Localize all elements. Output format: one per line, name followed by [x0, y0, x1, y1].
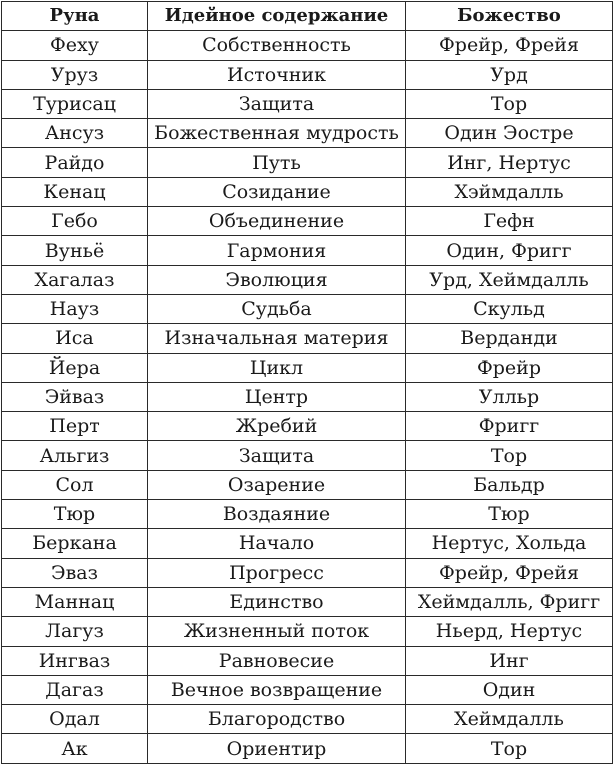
rune-cell: Вуньё: [2, 236, 148, 265]
header-rune: Руна: [2, 2, 148, 31]
table-row: [2, 236, 613, 265]
deity-cell: Тор: [406, 734, 613, 763]
meaning-cell: Объединение: [148, 207, 406, 236]
table-row: [2, 587, 613, 616]
meaning-cell: Путь: [148, 148, 406, 177]
table-row: [2, 324, 613, 353]
table-row: [2, 60, 613, 89]
deity-cell: Верданди: [406, 324, 613, 353]
deity-cell: Фригг: [406, 412, 613, 441]
meaning-cell: Центр: [148, 382, 406, 411]
table-row: [2, 412, 613, 441]
meaning-cell: Изначальная материя: [148, 324, 406, 353]
table-row: [2, 500, 613, 529]
meaning-cell: Жизненный поток: [148, 617, 406, 646]
meaning-cell: Прогресс: [148, 558, 406, 587]
rune-cell: Ак: [2, 734, 148, 763]
table-header-row: [2, 2, 613, 31]
rune-cell: Одал: [2, 705, 148, 734]
rune-table: [1, 1, 613, 764]
rune-cell: Беркана: [2, 529, 148, 558]
deity-cell: Нертус, Хольда: [406, 529, 613, 558]
deity-cell: Один, Фригг: [406, 236, 613, 265]
deity-cell: Инг: [406, 646, 613, 675]
table-row: [2, 89, 613, 118]
deity-cell: Ньерд, Нертус: [406, 617, 613, 646]
meaning-cell: Жребий: [148, 412, 406, 441]
table-body: [2, 31, 613, 763]
table-row: [2, 529, 613, 558]
meaning-cell: Единство: [148, 587, 406, 616]
rune-cell: Ансуз: [2, 119, 148, 148]
meaning-cell: Воздаяние: [148, 500, 406, 529]
meaning-cell: Божественная мудрость: [148, 119, 406, 148]
table-row: [2, 148, 613, 177]
rune-cell: Лагуз: [2, 617, 148, 646]
table-row: [2, 31, 613, 60]
table-row: [2, 382, 613, 411]
meaning-cell: Цикл: [148, 353, 406, 382]
deity-cell: Скульд: [406, 294, 613, 323]
rune-cell: Райдо: [2, 148, 148, 177]
table-row: [2, 558, 613, 587]
rune-cell: Дагаз: [2, 675, 148, 704]
deity-cell: Инг, Нертус: [406, 148, 613, 177]
meaning-cell: Вечное возвращение: [148, 675, 406, 704]
rune-cell: Иса: [2, 324, 148, 353]
deity-cell: Тор: [406, 441, 613, 470]
deity-cell: Гефн: [406, 207, 613, 236]
meaning-cell: Начало: [148, 529, 406, 558]
meaning-cell: Эволюция: [148, 265, 406, 294]
deity-cell: Урд, Хеймдалль: [406, 265, 613, 294]
meaning-cell: Источник: [148, 60, 406, 89]
deity-cell: Фрейр, Фрейя: [406, 558, 613, 587]
rune-table-container: [1, 1, 612, 764]
meaning-cell: Ориентир: [148, 734, 406, 763]
deity-cell: Хеймдалль, Фригг: [406, 587, 613, 616]
deity-cell: Фрейр: [406, 353, 613, 382]
table-row: [2, 646, 613, 675]
table-row: [2, 470, 613, 499]
meaning-cell: Собственность: [148, 31, 406, 60]
meaning-cell: Защита: [148, 89, 406, 118]
deity-cell: Урд: [406, 60, 613, 89]
rune-cell: Эваз: [2, 558, 148, 587]
table-row: [2, 265, 613, 294]
rune-cell: Уруз: [2, 60, 148, 89]
rune-cell: Эйваз: [2, 382, 148, 411]
deity-cell: Хеймдалль: [406, 705, 613, 734]
rune-cell: Альгиз: [2, 441, 148, 470]
table-row: [2, 675, 613, 704]
table-row: [2, 353, 613, 382]
header-meaning: Идейное содержание: [148, 2, 406, 31]
deity-cell: Улльр: [406, 382, 613, 411]
rune-cell: Тюр: [2, 500, 148, 529]
header-deity: Божество: [406, 2, 613, 31]
meaning-cell: Созидание: [148, 177, 406, 206]
meaning-cell: Защита: [148, 441, 406, 470]
rune-cell: Кенац: [2, 177, 148, 206]
table-row: [2, 177, 613, 206]
deity-cell: Тор: [406, 89, 613, 118]
meaning-cell: Гармония: [148, 236, 406, 265]
table-row: [2, 119, 613, 148]
rune-cell: Турисац: [2, 89, 148, 118]
meaning-cell: Благородство: [148, 705, 406, 734]
rune-cell: Науз: [2, 294, 148, 323]
deity-cell: Один: [406, 675, 613, 704]
rune-cell: Сол: [2, 470, 148, 499]
table-row: [2, 705, 613, 734]
meaning-cell: Озарение: [148, 470, 406, 499]
meaning-cell: Судьба: [148, 294, 406, 323]
deity-cell: Бальдр: [406, 470, 613, 499]
rune-cell: Ингваз: [2, 646, 148, 675]
deity-cell: Один Эостре: [406, 119, 613, 148]
table-row: [2, 734, 613, 763]
rune-cell: Перт: [2, 412, 148, 441]
deity-cell: Хэймдалль: [406, 177, 613, 206]
rune-cell: Хагалаз: [2, 265, 148, 294]
deity-cell: Тюр: [406, 500, 613, 529]
rune-cell: Гебо: [2, 207, 148, 236]
table-row: [2, 294, 613, 323]
table-row: [2, 617, 613, 646]
table-row: [2, 441, 613, 470]
rune-cell: Феху: [2, 31, 148, 60]
rune-cell: Маннац: [2, 587, 148, 616]
meaning-cell: Равновесие: [148, 646, 406, 675]
deity-cell: Фрейр, Фрейя: [406, 31, 613, 60]
rune-cell: Йера: [2, 353, 148, 382]
table-row: [2, 207, 613, 236]
